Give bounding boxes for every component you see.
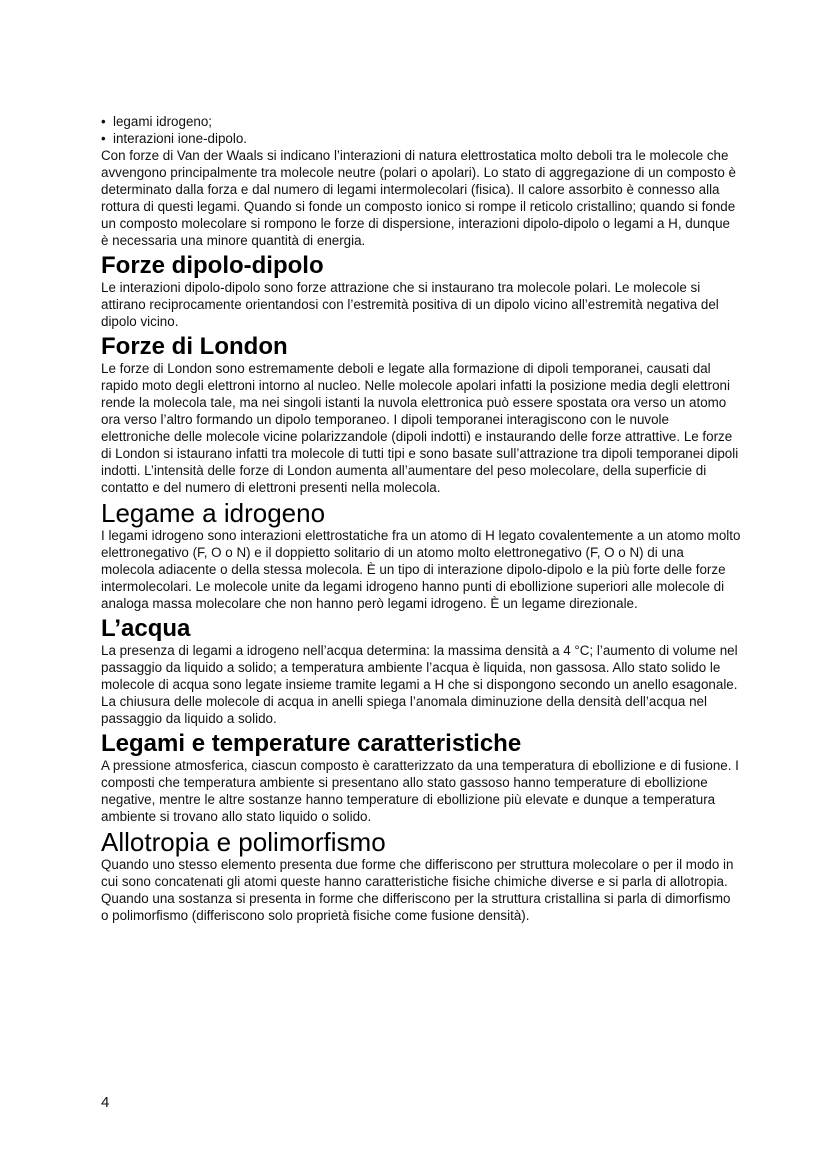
heading-forze-di-london: Forze di London — [101, 333, 288, 360]
paragraph-allotropia-polimorfismo: Quando uno stesso elemento presenta due forme che differiscono per struttura molecolare o per il modo in cui sono concatenati gli atomi queste hanno caratteristiche fisiche chimiche diverse e si parla di allotropia. Quando una sostanza si presenta in forme che differiscono per la struttura cristallina si parla di dimorfismo o polimorfismo (differiscono solo proprietà fisiche come fusione densità). — [101, 857, 734, 923]
heading-legami-temperature: Legami e temperature caratteristiche — [101, 730, 522, 757]
paragraph-legami-temperature: A pressione atmosferica, ciascun composto è caratterizzato da una temperatura di ebollizione e di fusione. I composti che temperatura ambiente si presentano allo stato gassoso hanno temperature di ebollizione negative, mentre le altre sostanze hanno temperature di ebollizione più elevate e dunque a temperatura ambiente si trovano allo stato liquido o solido. — [101, 758, 739, 824]
paragraph-forze-di-london: Le forze di London sono estremamente deboli e legate alla formazione di dipoli temporanei, causati dal rapido moto degli elettroni intorno al nucleo. Nelle molecole apolari infatti la posizione media degli elettroni rende la molecola tale, ma nei singoli istanti la nuvola elettronica può essere spostata ora verso un atomo ora verso l’altro formando un dipolo temporaneo. I dipoli temporanei interagiscono con le nuvole elettroniche delle molecole vicine polarizzandole (dipoli indotti) e instaurando delle forze attrattive. Le forze di London si istaurano infatti tra molecole di tutti tipi e sono basate sull’attrazione tra dipoli temporanei dipoli indotti. L’intensità delle forze di London aumenta all’aumentare del peso molecolare, della superficie di contatto e del numero di elettroni presenti nella molecola. — [101, 361, 739, 495]
intro-bullet-list — [101, 113, 741, 147]
paragraph-acqua: La presenza di legami a idrogeno nell’acqua determina: la massima densità a 4 °C; l’aumento di volume nel passaggio da liquido a solido; a temperatura ambiente l’acqua è liquida, non gassosa. Allo stato solido le molecole di acqua sono legate insieme tramite legami a H che si dispongono secondo un anello esagonale. La chiusura delle molecole di acqua in anelli spiega l’anomala diminuzione della densità dell’acqua nel passaggio da liquido a solido. — [101, 643, 738, 726]
list-item: • legami idrogeno; — [101, 113, 741, 130]
paragraph-legame-a-idrogeno: I legami idrogeno sono interazioni elettrostatiche fra un atomo di H legato covalentemente a un atomo molto elettronegativo (F, O o N) e il doppietto solitario di un atomo molto elettronegativo (F, O o N) di una molecola adiacente o della stessa molecola. È un tipo di interazione dipolo-dipolo e la più forte delle forze intermolecolari. Le molecole unite da legami idrogeno hanno punti di ebollizione superiori alle molecole di analoga massa molecolare che non hanno però legami idrogeno. È un legame direzionale. — [101, 528, 741, 611]
heading-allotropia-polimorfismo: Allotropia e polimorfismo — [101, 827, 386, 857]
page-number: 4 — [101, 1094, 110, 1111]
paragraph-forze-dipolo-dipolo: Le interazioni dipolo-dipolo sono forze attrazione che si instaurano tra molecole polari. Le molecole si attirano reciprocamente orientandosi con l’estremità positiva di un dipolo vicino all’estremità negativa del dipolo vicino. — [101, 280, 719, 329]
document-page — [101, 113, 741, 924]
intro-paragraph: Con forze di Van der Waals si indicano l’interazioni di natura elettrostatica molto deboli tra le molecole che avvengono principalmente tra molecole neutre (polari o apolari). Lo stato di aggregazione di un composto è determinato dalla forza e dal numero di legami intermolecolari (fisica). Il calore assorbito è connesso alla rottura di questi legami. Quando si fonde un composto ionico si rompe il reticolo cristallino; quando si fonde un composto molecolare si rompono le forze di dispersione, interazioni dipolo-dipolo o legami a H, dunque è necessaria una minore quantità di energia. — [101, 148, 736, 248]
heading-forze-dipolo-dipolo: Forze dipolo-dipolo — [101, 252, 324, 279]
list-item: • interazioni ione-dipolo. — [101, 130, 741, 147]
heading-acqua: L’acqua — [101, 615, 191, 642]
heading-legame-a-idrogeno: Legame a idrogeno — [101, 498, 326, 528]
